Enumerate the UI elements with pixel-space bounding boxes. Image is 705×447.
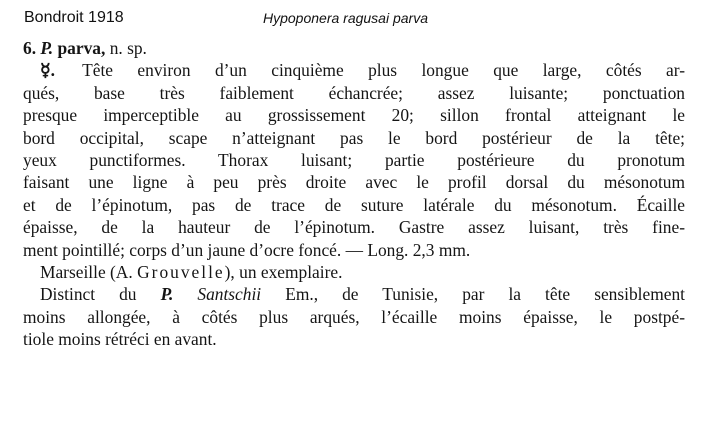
author-year-label: Bondroit 1918 <box>24 9 124 26</box>
locality-rest: ), un exemplaire. <box>224 262 343 283</box>
description-line: qués, base très faiblement échancrée; assez luisante; ponctuation <box>23 82 685 103</box>
diagnosis-line: moins allongée, à côtés plus arqués, l’écaille moins épaisse, le postpé- <box>23 306 685 327</box>
entry-species: parva, <box>57 38 106 58</box>
entry-number: 6. <box>23 38 37 58</box>
description-line-text: Tête environ d’un cinquième plus longue que large, côtés ar- <box>82 60 685 81</box>
description-line: yeux punctiformes. Thorax luisant; partie postérieure du pronotum <box>23 150 685 171</box>
description-line: et de l’épinotum, pas de trace de suture latérale du mésonotum. Écaille <box>23 194 685 215</box>
locality-collector: Grouvelle <box>137 262 225 283</box>
diagnosis-species: Santschii <box>197 284 262 305</box>
locality-place: Marseille (A. <box>40 262 133 283</box>
locality-line <box>23 261 685 283</box>
entry-status: n. sp. <box>109 38 147 58</box>
diagnosis-line: tiole moins rétréci en avant. <box>23 329 217 350</box>
entry-genus: P. <box>40 38 54 58</box>
description-line: presque imperceptible au grossissement 20; sillon frontal atteignant le <box>23 105 685 126</box>
description-line: bord occipital, scape n’atteignant pas le bord postérieur de la tête; <box>23 127 685 148</box>
worker-caste-symbol: ☿. <box>40 60 56 81</box>
species-name-label: Hypoponera ragusai parva <box>263 10 428 26</box>
description-line <box>23 59 685 81</box>
species-description-text <box>23 37 685 351</box>
description-line: faisant une ligne à peu près droite avec le profil dorsal du mésonotum <box>23 172 685 193</box>
entry-heading <box>23 37 685 59</box>
diagnosis-line <box>23 283 685 305</box>
description-line: épaisse, de la hauteur de l’épinotum. Gastre assez luisant, très fine- <box>23 217 685 238</box>
diagnosis-text: Em., de Tunisie, par la tête sensiblement <box>285 284 685 305</box>
description-line: ment pointillé; corps d’un jaune d’ocre foncé. — Long. 2,3 mm. <box>23 239 471 260</box>
diagnosis-genus: P. <box>160 284 174 305</box>
diagnosis-prefix: Distinct du <box>40 284 137 305</box>
